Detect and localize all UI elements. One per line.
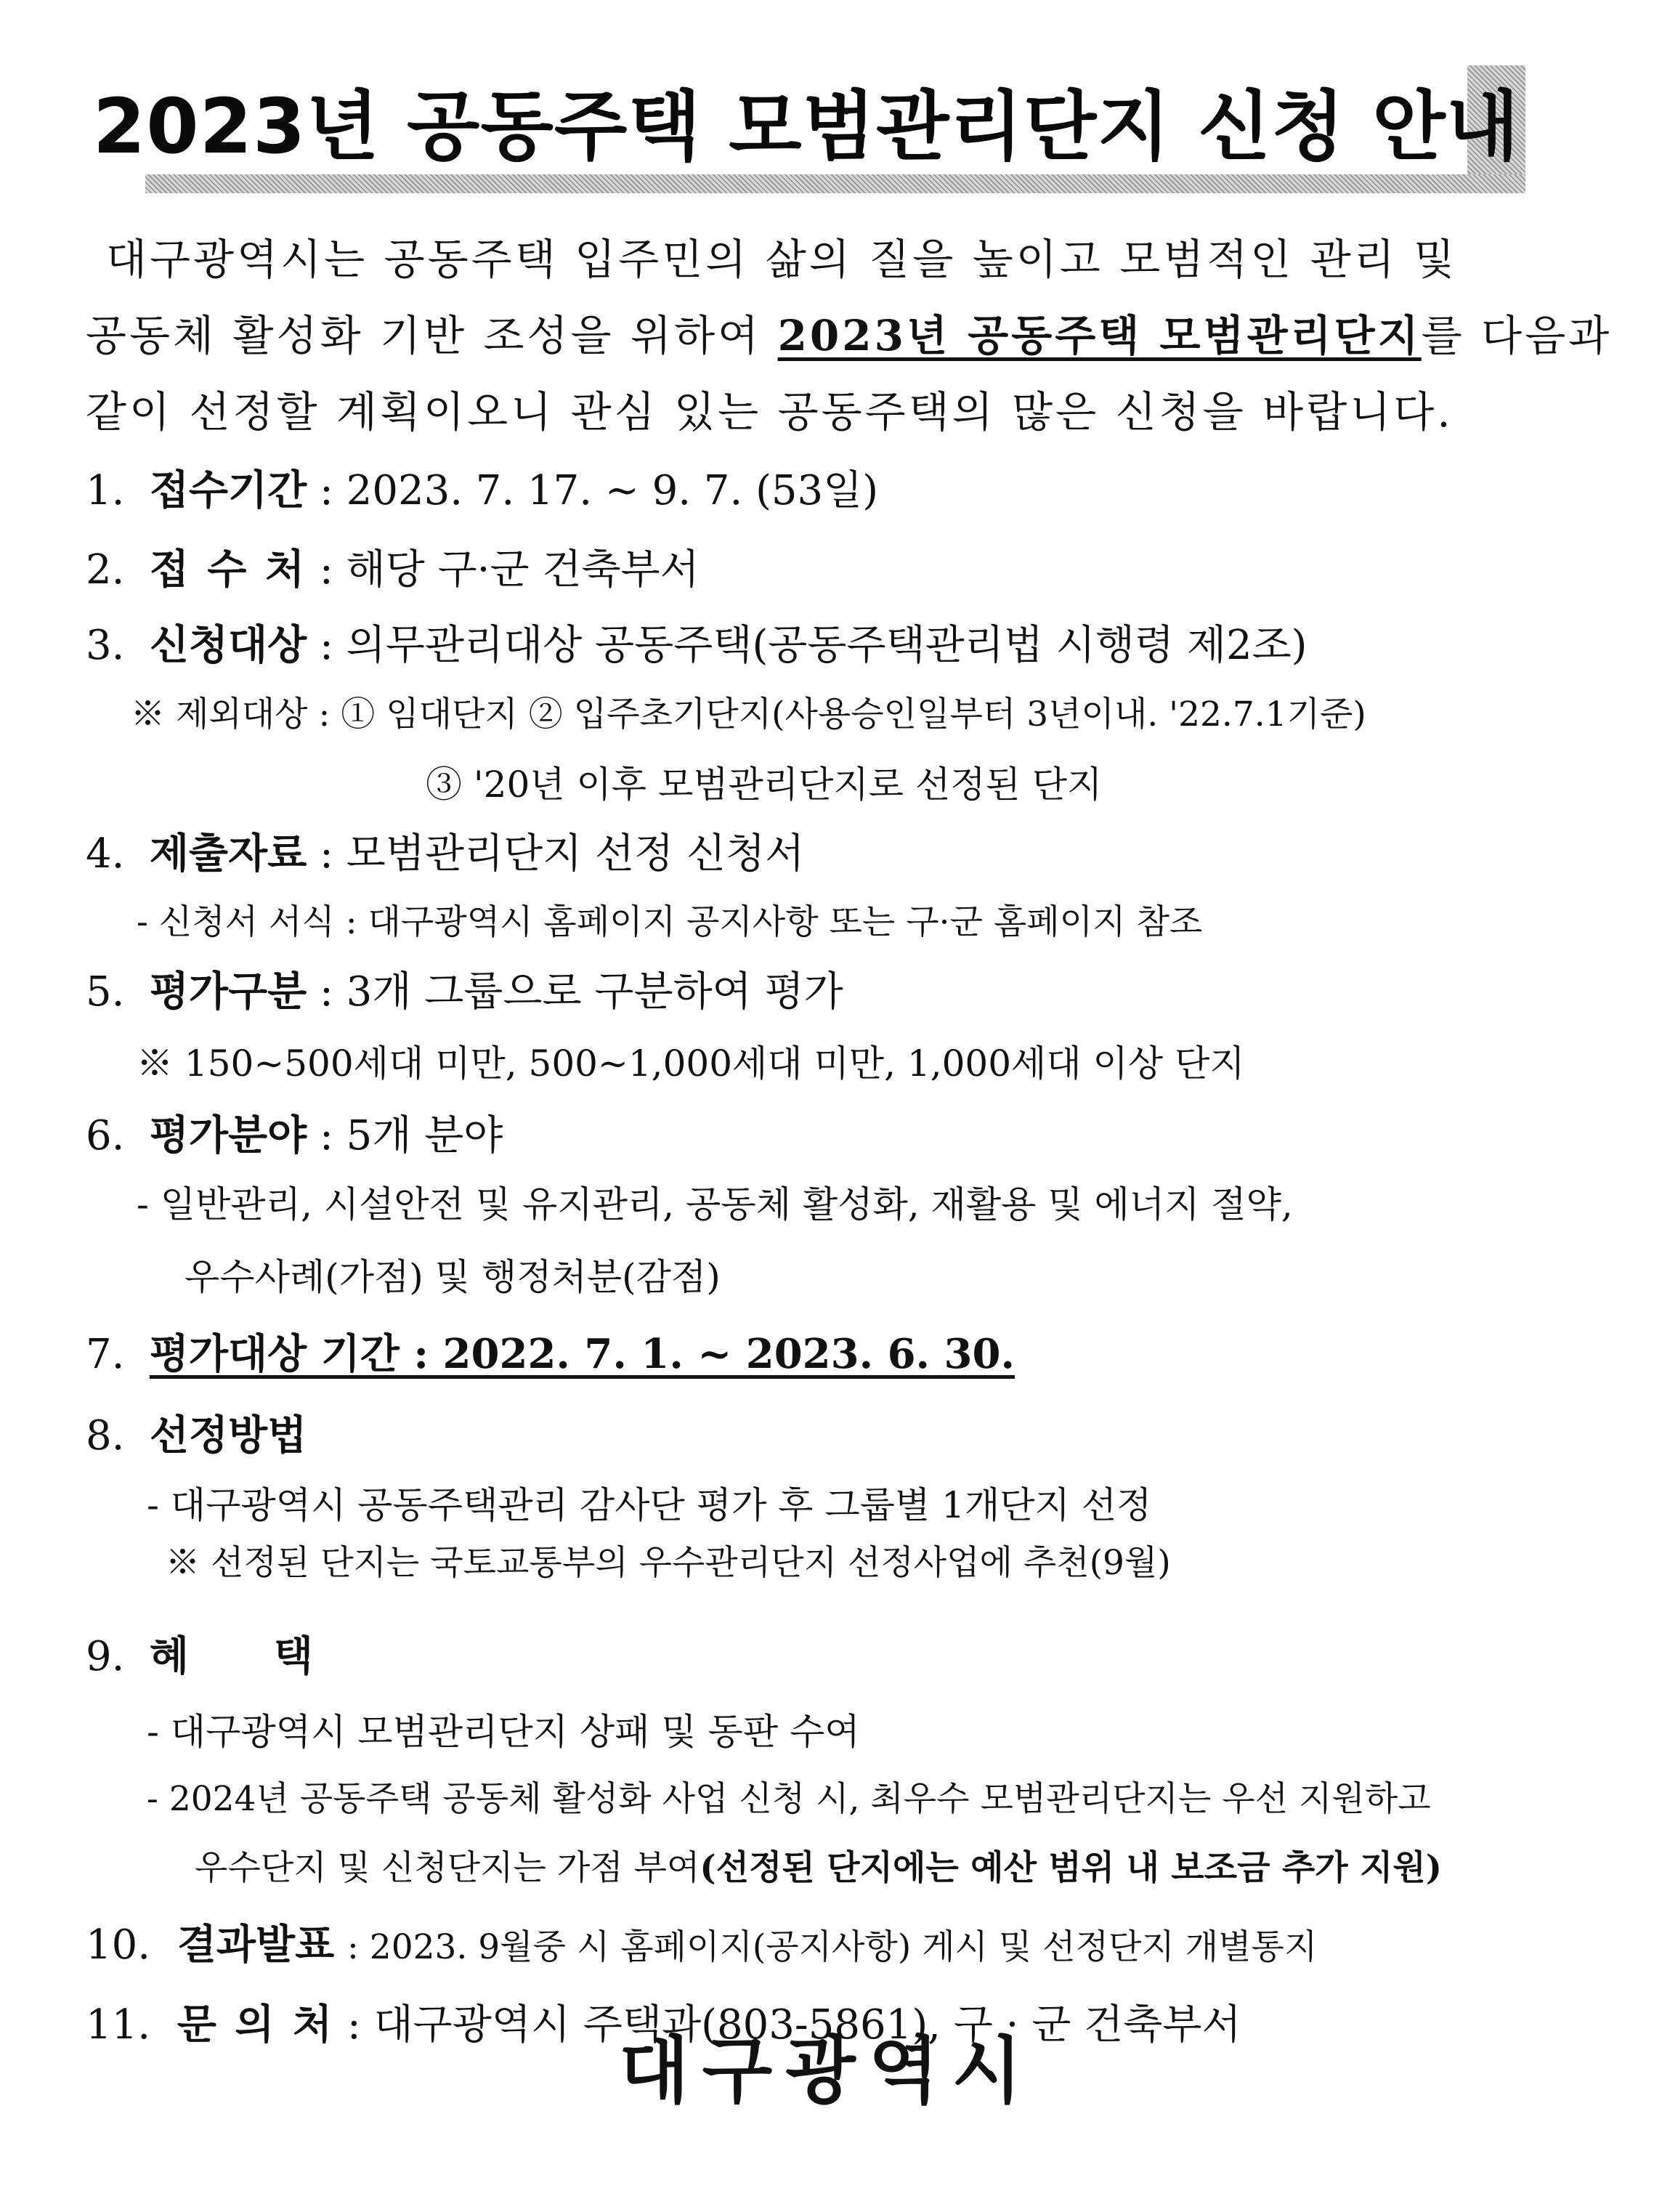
item-number: 11. — [86, 2001, 151, 2049]
item-value: : 대구광역시 주택과(803-5861), 구 · 군 건축부서 — [346, 2001, 1241, 2049]
item-1 — [86, 450, 1611, 530]
item-number: 7. — [86, 1331, 125, 1378]
item-number: 8. — [86, 1412, 125, 1459]
item-number: 10. — [86, 1921, 151, 1969]
intro-paragraph — [86, 222, 1613, 450]
item-label: 평가구분 — [149, 968, 307, 1016]
item-label: 접수기간 — [149, 466, 307, 514]
title-shadow-bottom — [145, 174, 1525, 193]
item-label: 결과발표 — [177, 1921, 335, 1969]
item-label: 평가분야 — [149, 1111, 307, 1159]
item-8 — [86, 1395, 1611, 1476]
item-value: : 2023. 7. 17. ~ 9. 7. (53일) — [320, 467, 879, 514]
item-8-detail-2: ※ 선정된 단지는 국토교통부의 우수관리단지 선정사업에 추천(9월) — [166, 1543, 1171, 1583]
item-value: : 의무관리대상 공동주택(공동주택관리법 시행령 제2조) — [320, 622, 1308, 669]
item-5-detail: ※ 150~500세대 미만, 500~1,000세대 미만, 1,000세대 이상 단지 — [137, 1042, 1245, 1085]
item-number: 9. — [86, 1633, 125, 1680]
item-list — [86, 450, 1611, 2065]
item-7 — [86, 1313, 1611, 1395]
intro-line-2-post: 를 다음과 — [1421, 311, 1613, 360]
item-8-detail-1: - 대구광역시 공동주택관리 감사단 평가 후 그룹별 1개단지 선정 — [147, 1484, 1152, 1526]
item-number: 4. — [86, 830, 125, 878]
item-4 — [86, 821, 1611, 886]
page-title: 2023년 공동주택 모범관리단지 신청 안내 — [92, 82, 1520, 171]
item-10 — [86, 1905, 1611, 1985]
item-number: 1. — [86, 467, 125, 514]
item-number: 2. — [86, 546, 125, 593]
item-9-detail-3-pre: 우수단지 및 신청단지는 가점 부여 — [195, 1848, 700, 1888]
item-2 — [86, 530, 1611, 609]
item-value: : 3개 그룹으로 구분하여 평가 — [320, 968, 843, 1016]
item-9-detail-3-bold: (선정된 단지에는 예산 범위 내 보조금 추가 지원) — [700, 1848, 1443, 1888]
intro-line-2-pre: 공동체 활성화 기반 조성을 위하여 — [86, 311, 778, 360]
item-value: : 모범관리단지 선정 신청서 — [320, 830, 805, 878]
item-9-detail-2: - 2024년 공동주택 공동체 활성화 사업 신청 시, 최우수 모범관리단지는 우선 지원하고 — [147, 1779, 1431, 1819]
item-4-detail: - 신청서 서식 : 대구광역시 홈페이지 공지사항 또는 구·군 홈페이지 참조 — [137, 902, 1203, 942]
intro-line-2 — [86, 298, 1613, 374]
intro-line-3: 같이 선정할 계획이오니 관심 있는 공동주택의 많은 신청을 바랍니다. — [86, 387, 1454, 437]
item-5 — [86, 959, 1611, 1024]
item-label: 선정방법 — [149, 1411, 307, 1459]
item-3-exclusion-2: ③ '20년 이후 모범관리단지로 선정된 단지 — [426, 763, 1103, 806]
item-number: 5. — [86, 968, 125, 1016]
item-7-text: 평가대상 기간 : 2022. 7. 1. ~ 2023. 6. 30. — [149, 1330, 1015, 1378]
item-9 — [86, 1616, 1611, 1697]
item-label: 제출자료 — [149, 830, 307, 878]
item-number: 6. — [86, 1112, 125, 1159]
intro-line-1: 대구광역시는 공동주택 입주민의 삶의 질을 높이고 모범적인 관리 및 — [106, 235, 1458, 284]
item-value: : 해당 구·군 건축부서 — [319, 546, 700, 593]
title-box — [92, 65, 1520, 174]
item-label: 혜 택 — [149, 1632, 313, 1680]
item-label: 문 의 처 — [177, 2001, 335, 2049]
item-3 — [86, 609, 1611, 681]
item-value: : 5개 분야 — [320, 1112, 503, 1159]
title-banner — [92, 65, 1525, 193]
item-number: 3. — [86, 622, 125, 669]
item-6-detail-1: - 일반관리, 시설안전 및 유지관리, 공동체 활성화, 재활용 및 에너지 절약, — [137, 1183, 1293, 1225]
intro-line-2-highlight: 2023년 공동주택 모범관리단지 — [777, 311, 1422, 360]
item-3-exclusion-1: ※ 제외대상 : ① 임대단지 ② 입주초기단지(사용승인일부터 3년이내. '22.7.1기준) — [131, 694, 1366, 734]
item-label: 신청대상 — [149, 621, 307, 669]
item-label: 접 수 처 — [149, 546, 307, 593]
issuer-signature: 대구광역시 — [619, 2028, 1035, 2113]
item-9-detail-3 — [86, 1832, 1611, 1905]
item-6-detail-2: 우수사례(가점) 및 행정처분(감점) — [185, 1256, 721, 1298]
item-6 — [86, 1103, 1611, 1168]
item-9-detail-1: - 대구광역시 모범관리단지 상패 및 동판 수여 — [147, 1711, 860, 1753]
item-value: : 2023. 9월중 시 홈페이지(공지사항) 게시 및 선정단지 개별통지 — [347, 1927, 1318, 1967]
